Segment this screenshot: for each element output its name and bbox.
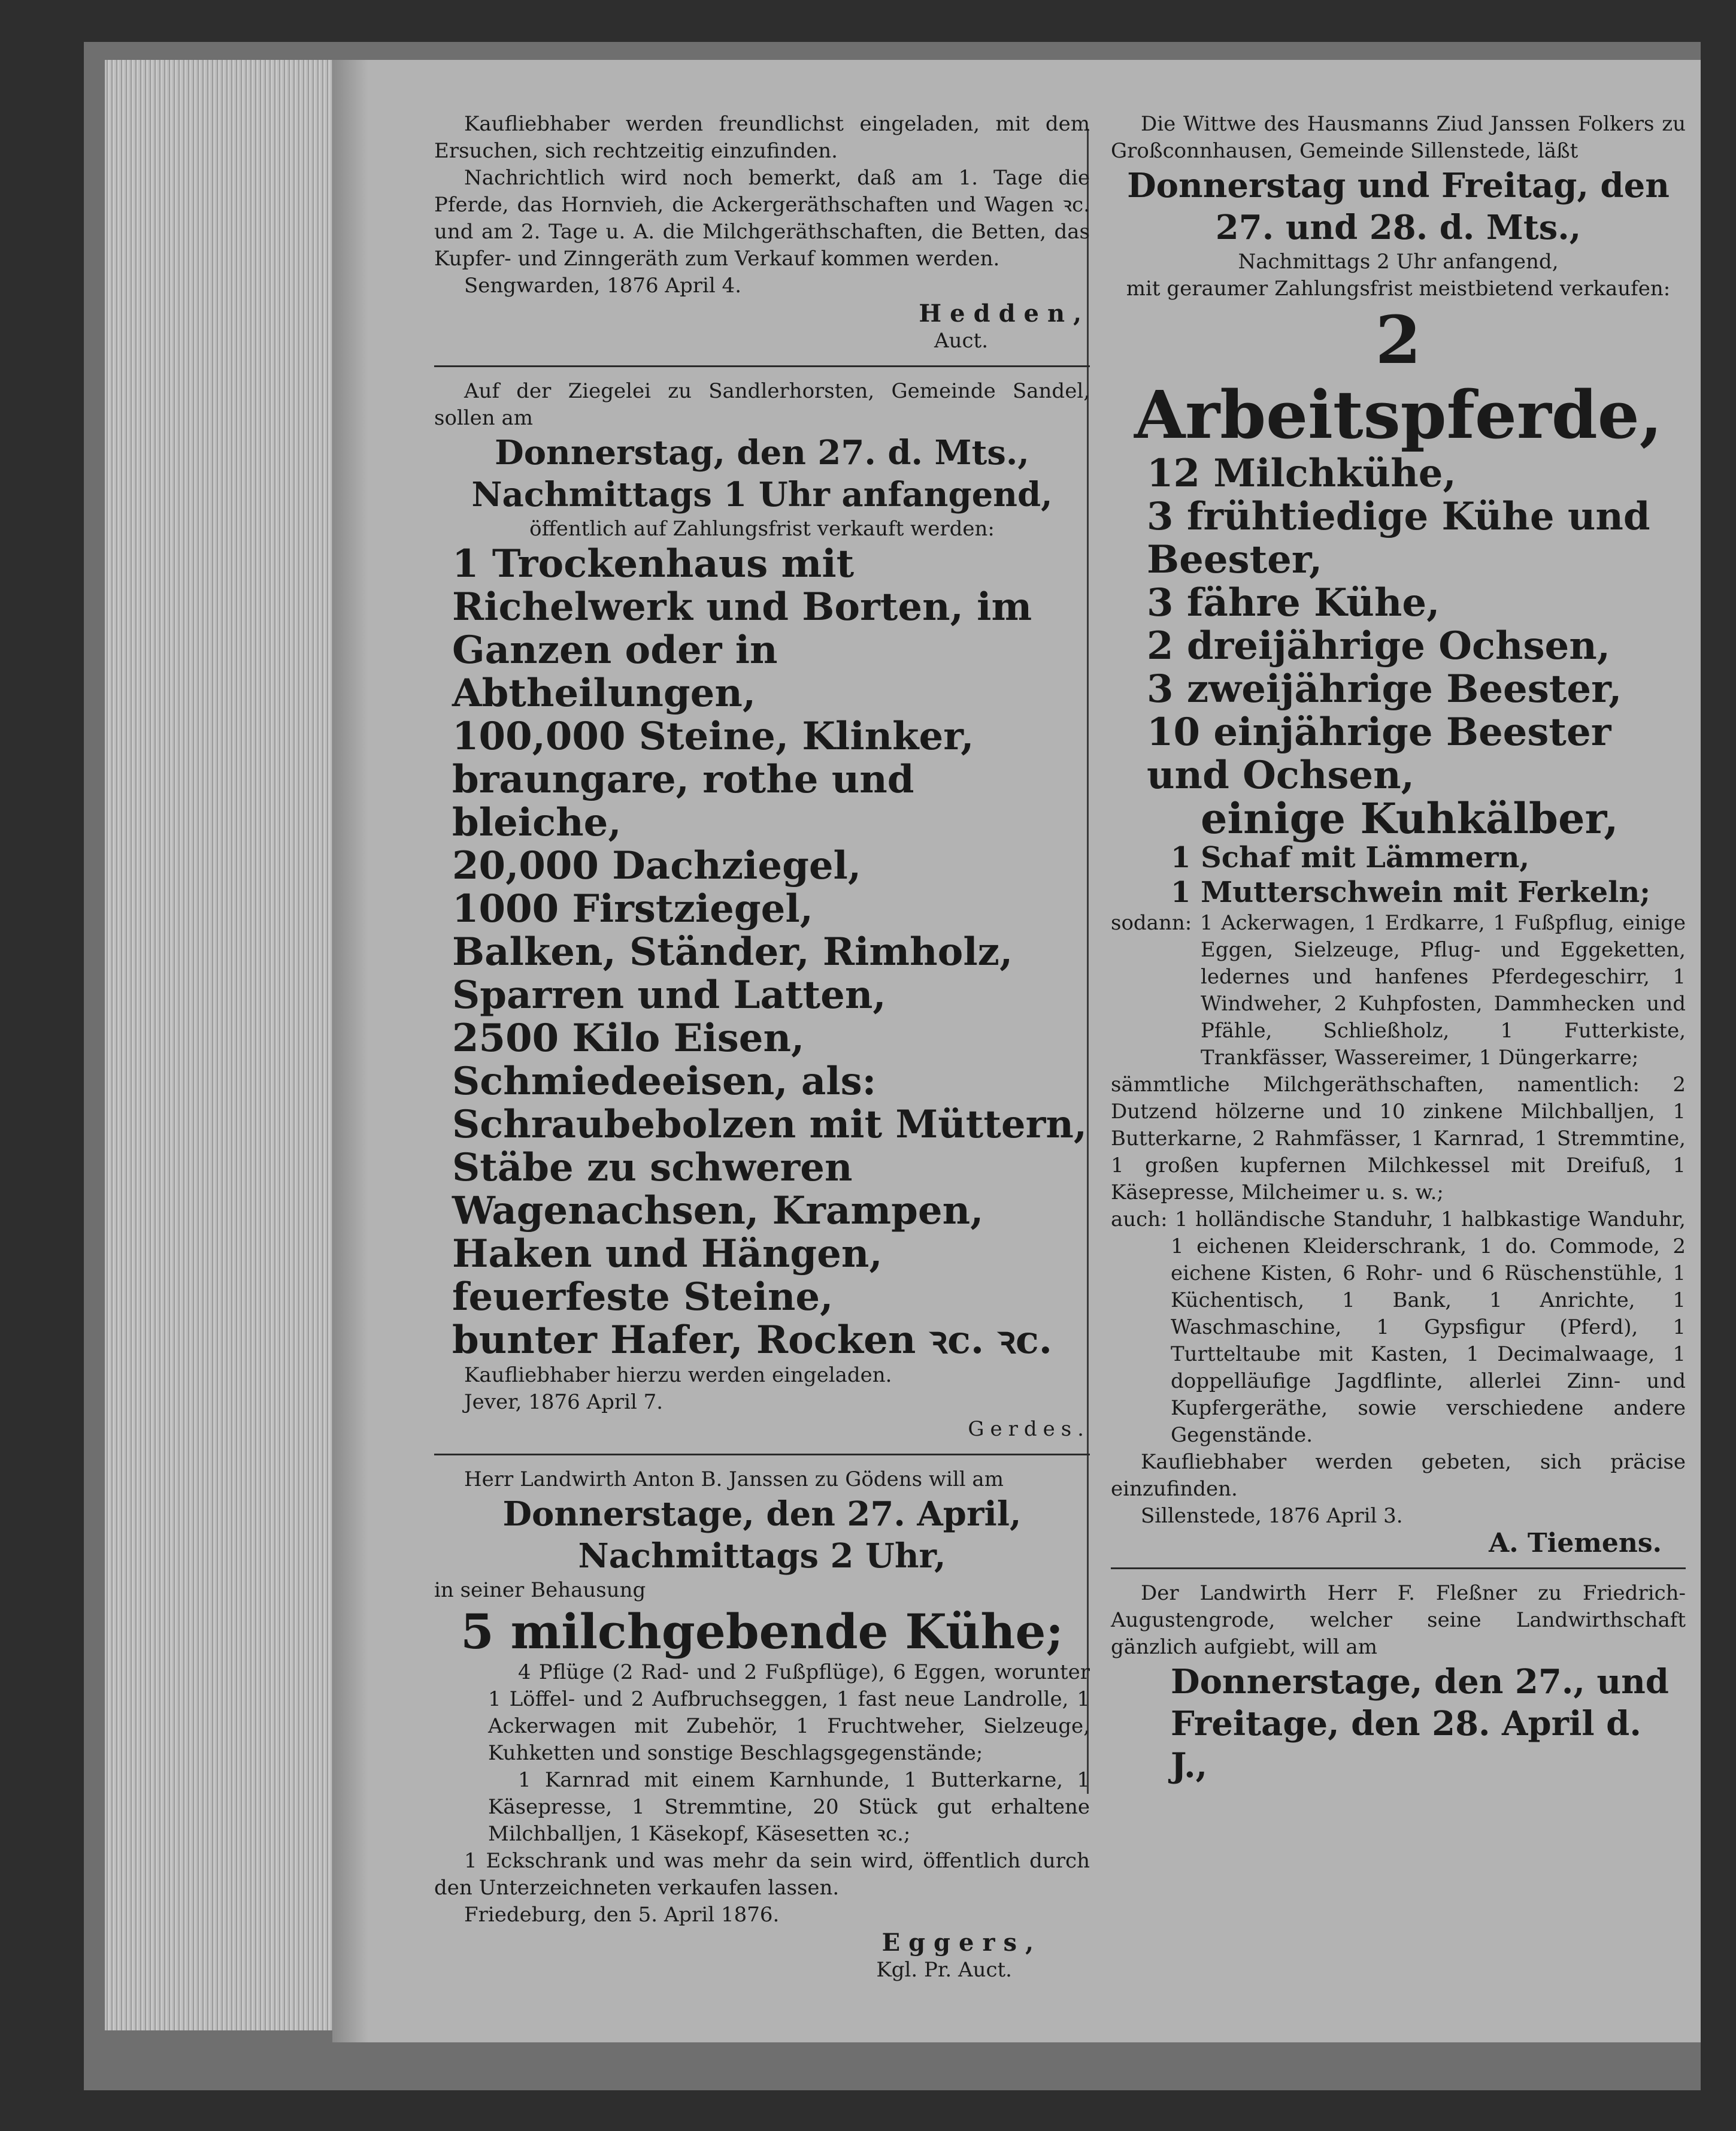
ad-intro: Der Landwirth Herr F. Fleßner zu Friedrich-Augustengrode, welcher seine Landwirthschaft gänzlich aufgiebt, will am (1111, 1581, 1686, 1659)
ad-divider (1111, 1567, 1686, 1569)
ad-headline: 2 Arbeitspferde, (1134, 301, 1663, 453)
ad-time-line: Nachmittags 1 Uhr anfangend, (471, 475, 1053, 514)
ad-text-sodann: sodann: 1 Ackerwagen, 1 Erdkarre, 1 Fußpflug, einige Eggen, Sielzeuge, Pflug- und Eggeketten, ledernes und hanfenes Pferdegeschirr, 1 Windweher, 2 Kuhpfosten, Dammhecken und Pfähle, Schließholz, 1 Futterkiste, Trankfässer, Wassereimer, 1 Düngerkarre; (1111, 911, 1686, 1070)
ad-janssen (434, 1466, 1090, 1984)
ad-ziegelei (434, 378, 1090, 1443)
left-column (434, 111, 1090, 1984)
ad-lot: 3 zweijährige Beester, (1147, 667, 1622, 712)
ad-intro: Auf der Ziegelei zu Sandlerhorsten, Gemeinde Sandel, sollen am (434, 379, 1090, 430)
page-gutter (332, 60, 368, 2042)
ad-role: Auct. (934, 329, 988, 353)
ad-time-line: Nachmittags 2 Uhr anfangend, (1238, 250, 1559, 274)
ad-date: Jever, 1876 April 7. (464, 1390, 664, 1414)
ad-item: 2500 Kilo Eisen, Schmiedeeisen, als: Schraubebolzen mit Müttern, Stäbe zu schweren Wagenachsen, Krampen, Haken und Hängen, (452, 1016, 1087, 1276)
ad-invite: Kaufliebhaber hierzu werden eingeladen. (464, 1363, 892, 1387)
ad-flessner (1087, 1580, 1686, 1787)
ad-item: 1000 Firstziegel, (452, 886, 813, 931)
ad-lot: 1 Schaf mit Lämmern, (1171, 841, 1530, 874)
ad-lot: 10 einjährige Beester und Ochsen, (1147, 710, 1611, 798)
ad-item: Balken, Ständer, Rimholz, Sparren und Latten, (452, 930, 1013, 1018)
ad-item: feuerfeste Steine, (452, 1275, 834, 1319)
ad-lot: 3 fähre Kühe, (1147, 580, 1440, 625)
ad-signature: Eggers, (881, 1929, 1042, 1957)
ad-intro: Die Wittwe des Hausmanns Ziud Janssen Folkers zu Großconnhausen, Gemeinde Sillenstede, läßt (1111, 112, 1686, 163)
newspaper-page (332, 60, 1701, 2042)
ad-folkers (1087, 111, 1686, 1557)
ad-text: 1 Eckschrank und was mehr da sein wird, öffentlich durch den Unterzeichneten verkaufen lassen. (434, 1849, 1090, 1900)
ad-item: 1 Trockenhaus mit Richelwerk und Borten, im Ganzen oder in Abtheilungen, (452, 541, 1032, 716)
ad-text-milch: sämmtliche Milchgeräthschaften, namentlich: 2 Dutzend hölzerne und 10 zinkene Milchballjen, 1 Butterkarne, 2 Rahmfässer, 1 Karnrad, 1 Stremmtine, 1 großen kupfernen Milchkessel mit Dreifuß, 1 Käsepresse, Milcheimer u. s. w.; (1111, 1073, 1686, 1204)
ad-text: Nachrichtlich wird noch bemerkt, daß am 1. Tage die Pferde, das Hornvieh, die Ackergeräthschaften und Wagen ꝛc. und am 2. Tage u. A. die Milchgeräthschaften, die Betten, das Kupfer- und Zinngeräth zum Verkauf kommen werden. (434, 166, 1090, 271)
ad-date-line: Donnerstag, den 27. d. Mts., (495, 433, 1029, 473)
ad-date: Friedeburg, den 5. April 1876. (464, 1903, 780, 1927)
ad-signature: Gerdes. (968, 1417, 1090, 1441)
ad-date-line: Donnerstag und Freitag, den 27. und 28. d. Mts., (1127, 166, 1670, 247)
ad-date: Sengwarden, 1876 April 4. (464, 274, 742, 298)
ad-intro: Herr Landwirth Anton B. Janssen zu Gödens will am (464, 1467, 1004, 1491)
ad-lot: 2 dreijährige Ochsen, (1147, 623, 1611, 668)
ad-lot: 12 Milchkühe, (1147, 451, 1456, 496)
ad-signature: A. Tiemens. (1489, 1528, 1662, 1558)
ad-date-line: Donnerstage, den 27. April, (502, 1494, 1022, 1534)
ad-divider (434, 1454, 1090, 1455)
ad-place: in seiner Behausung (434, 1578, 646, 1602)
ad-time-line: Nachmittags 2 Uhr, (578, 1536, 946, 1576)
ad-item: 20,000 Dachziegel, (452, 843, 862, 888)
ad-hedden (434, 111, 1090, 355)
ad-date-line: Donnerstage, den 27., und Freitage, den 28. April d. J., (1171, 1662, 1669, 1785)
ad-lot: 3 frühtiedige Kühe und Beester, (1147, 494, 1650, 582)
ad-lot: 1 Mutterschwein mit Ferkeln; (1171, 876, 1650, 909)
ad-role: Kgl. Pr. Auct. (876, 1958, 1012, 1982)
ad-text: Kaufliebhaber werden freundlichst eingeladen, mit dem Ersuchen, sich rechtzeitig einzufinden. (434, 112, 1090, 163)
ad-text: 1 Karnrad mit einem Karnhunde, 1 Butterkarne, 1 Käsepresse, 1 Stremmtine, 20 Stück gut erhaltene Milchballjen, 1 Käsekopf, Käsesetten ꝛc.; (488, 1768, 1090, 1846)
ad-sale-line: öffentlich auf Zahlungsfrist verkauft werden: (529, 517, 995, 541)
ad-item: bunter Hafer, Rocken ꝛc. ꝛc. (452, 1318, 1053, 1363)
ad-headline: 5 milchgebende Kühe; (460, 1603, 1064, 1660)
ad-signature: Hedden, (919, 299, 1090, 328)
ad-item: 100,000 Steine, Klinker, braungare, rothe und bleiche, (452, 714, 974, 845)
ad-text-auch: auch: 1 holländische Standuhr, 1 halbkastige Wanduhr, 1 eichenen Kleiderschrank, 1 do. Commode, 2 eichene Kisten, 6 Rohr- und 6 Rüschenstühle, 1 Küchentisch, 1 Bank, 1 Anrichte, 1 Waschmaschine, 1 Gypsfigur (Pferd), 1 Turtteltaube mit Kasten, 1 Decimalwaage, 1 doppelläufige Jagdflinte, allerlei Zinn- und Kupfergeräthe, sowie verschiedene andere Gegenstände. (1111, 1207, 1686, 1447)
ad-text: 4 Pflüge (2 Rad- und 2 Fußpflüge), 6 Eggen, worunter 1 Löffel- und 2 Aufbruchseggen, 1 fast neue Landrolle, 1 Ackerwagen mit Zubehör, 1 Fruchtweher, Sielzeuge, Kuhketten und sonstige Beschlagsgegenstände; (488, 1660, 1090, 1765)
right-column (1087, 111, 1686, 1787)
ad-lot: einige Kuhkälber, (1201, 794, 1619, 843)
ad-invite: Kaufliebhaber werden gebeten, sich präcise einzufinden. (1111, 1450, 1686, 1501)
page-edges (105, 60, 334, 2030)
ad-date: Sillenstede, 1876 April 3. (1141, 1504, 1403, 1528)
ad-terms: mit geraumer Zahlungsfrist meistbietend verkaufen: (1126, 277, 1671, 301)
ad-divider (434, 365, 1090, 367)
